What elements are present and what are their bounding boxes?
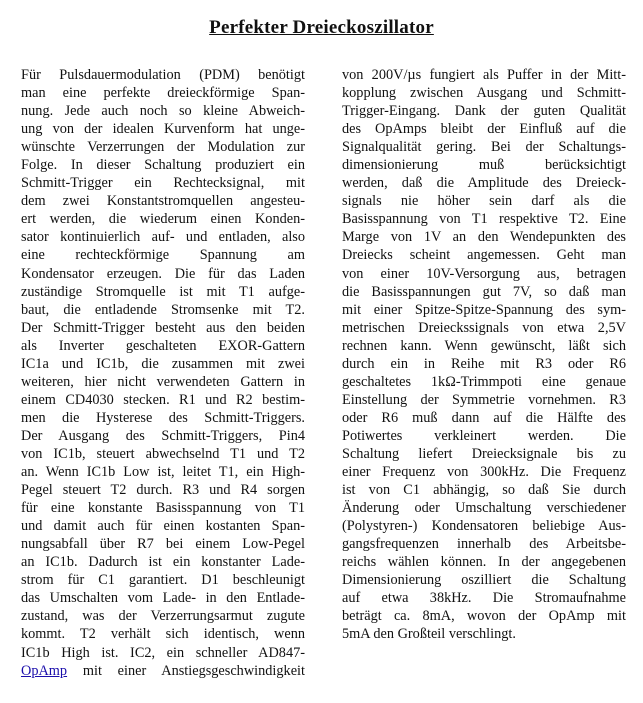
text-line: auf etwa 38kHz. Die Stromaufnahme bbox=[342, 590, 626, 607]
text-line: men die Hysterese des Schmitt-Triggers. bbox=[21, 409, 305, 426]
text-line: Marge von 1V an den Wendepunkten des bbox=[342, 229, 626, 246]
text-line: des OpAmps bleibt der Einfluß auf die bbox=[342, 121, 626, 138]
text-line: signals nie höher sein darf als die bbox=[342, 193, 626, 210]
text-line: Der Ausgang des Schmitt-Triggers, Pin4 bbox=[21, 427, 305, 444]
text-fragment: mit einer Anstiegsgeschwindigkeit bbox=[67, 662, 305, 679]
text-line: rechnen kann. Wenn gewünscht, läßt sich bbox=[342, 337, 626, 354]
text-line: strom für C1 garantiert. D1 beschleunigt bbox=[21, 572, 305, 589]
text-line: Trigger-Eingang. Dank der guten Qualität bbox=[342, 103, 626, 120]
text-line: 5mA den Großteil verschlingt. bbox=[342, 626, 516, 643]
text-line: metrischen Dreieckssignals von etwa 2,5V bbox=[342, 319, 626, 336]
text-line: (Polystyren-) Kondensatoren beliebige Aus- bbox=[342, 518, 626, 535]
text-line: geschaltetes 1kΩ-Trimmpoti eine genaue bbox=[342, 373, 626, 390]
text-line: gangsfrequenzen innerhalb des Arbeitsbe- bbox=[342, 536, 626, 553]
text-line: IC1a und IC1b, die zusammen mit zwei bbox=[21, 355, 305, 372]
text-line: Dreiecks scheint angemessen. Geht man bbox=[342, 247, 626, 264]
text-line: Für Pulsdauermodulation (PDM) benötigt bbox=[21, 67, 305, 83]
text-line: kommt. T2 verhält sich identisch, wenn bbox=[21, 626, 305, 643]
text-line: von IC1b, steuert abwechselnd T1 und T2 bbox=[21, 445, 305, 462]
text-line: IC1b High ist. IC2, ein schneller AD847- bbox=[21, 644, 305, 661]
text-line: durch ein in Reihe mit R3 oder R6 bbox=[342, 355, 626, 372]
text-line: Änderung oder Umschaltung verschiedener bbox=[342, 500, 626, 517]
text-line: einem CD4030 stecken. R1 und R2 bestim- bbox=[21, 391, 305, 408]
text-line: Der Schmitt-Trigger besteht aus den beiden bbox=[21, 319, 305, 336]
page-title: Perfekter Dreieckoszillator bbox=[209, 17, 434, 38]
text-line: eine rechteckförmige Spannung am bbox=[21, 247, 305, 264]
text-line: sator kontinuierlich auf- und entladen, also bbox=[21, 229, 305, 246]
text-line: die Basisspannungen gut 7V, so daß man bbox=[342, 283, 626, 300]
text-line: reichs wählen können. In der angegebenen bbox=[342, 554, 626, 571]
text-line: ist von C1 abhängig, so daß Sie durch bbox=[342, 482, 626, 499]
text-line: man eine perfekte dreieckförmige Span- bbox=[21, 85, 305, 102]
text-line: an. Wenn IC1b Low ist, leitet T1, ein High- bbox=[21, 464, 305, 481]
text-line: dem zwei Konstantstromquellen angesteu- bbox=[21, 193, 305, 210]
text-line: und damit auch für einen kostanten Span- bbox=[21, 518, 305, 535]
text-line: wünschte Verzerrungen der Modulation zur bbox=[21, 139, 305, 156]
text-line: Basisspannung von T1 respektive T2. Eine bbox=[342, 211, 626, 228]
text-line: Schmitt-Trigger ein Rechtecksignal, mit bbox=[21, 175, 305, 192]
text-line: an IC1b. Dadurch ist ein konstanter Lade- bbox=[21, 554, 305, 571]
text-line: Dimensionierung oszilliert die Schaltung bbox=[342, 572, 626, 589]
text-line: von 200V/µs fungiert als Puffer in der Mitt- bbox=[342, 67, 626, 83]
text-line: oder R6 muß dann auf die Hälfte des bbox=[342, 409, 626, 426]
left-text-column bbox=[21, 66, 305, 680]
text-line: von einer 10V-Versorgung aus, betragen bbox=[342, 265, 626, 282]
text-line: Folge. In dieser Schaltung produziert ein bbox=[21, 157, 305, 174]
text-line: als Inverter geschalteten EXOR-Gattern bbox=[21, 337, 305, 354]
text-line: kopplung zwischen Ausgang und Schmitt- bbox=[342, 85, 626, 102]
text-line: ung von der idealen Kurvenform hat unge- bbox=[21, 121, 305, 138]
text-line: ert werden, die wiederum einen Konden- bbox=[21, 211, 305, 228]
text-line: Schaltung liefert Dreiecksignale bis zu bbox=[342, 445, 626, 462]
text-line: Pegel steuert T2 durch. R3 und R4 sorgen bbox=[21, 482, 305, 499]
text-line: Einstellung der Symmetrie vornehmen. R3 bbox=[342, 391, 626, 408]
text-line: baut, die entladende Stromsenke mit T2. bbox=[21, 301, 305, 318]
text-line: beträgt ca. 8mA, wovon der OpAmp mit bbox=[342, 608, 626, 625]
text-line: zuständige Stromquelle ist mit T1 aufge- bbox=[21, 283, 305, 300]
text-line: Potiwertes verkleinert werden. Die bbox=[342, 427, 626, 444]
text-line: einer Frequenz von 300kHz. Die Frequenz bbox=[342, 464, 626, 481]
text-line: nung. Jede auch noch so kleine Abweich- bbox=[21, 103, 305, 120]
right-text-column bbox=[342, 66, 626, 644]
text-line: zustand, was der Verzerrungsarmut zugute bbox=[21, 608, 305, 625]
opamp-link[interactable]: OpAmp bbox=[21, 662, 68, 679]
text-line: weiteren, hier nicht verwendeten Gattern in bbox=[21, 373, 305, 390]
text-line: dimensionierung muß berücksichtigt bbox=[342, 157, 626, 174]
text-line: das Umschalten vom Lade- in den Entlade- bbox=[21, 590, 305, 607]
text-line bbox=[21, 662, 305, 680]
text-line: werden, daß die Amplitude des Dreieck- bbox=[342, 175, 626, 192]
text-line: Kondensator erzeugen. Die für das Laden bbox=[21, 265, 305, 282]
text-line: für eine konstante Basisspannung von T1 bbox=[21, 500, 305, 517]
text-line: Signalqualität gering. Bei der Schaltungs- bbox=[342, 139, 626, 156]
text-line: nungsabfall über R7 bei einem Low-Pegel bbox=[21, 536, 305, 553]
text-line: mit einer Spitze-Spitze-Spannung des sym- bbox=[342, 301, 626, 318]
